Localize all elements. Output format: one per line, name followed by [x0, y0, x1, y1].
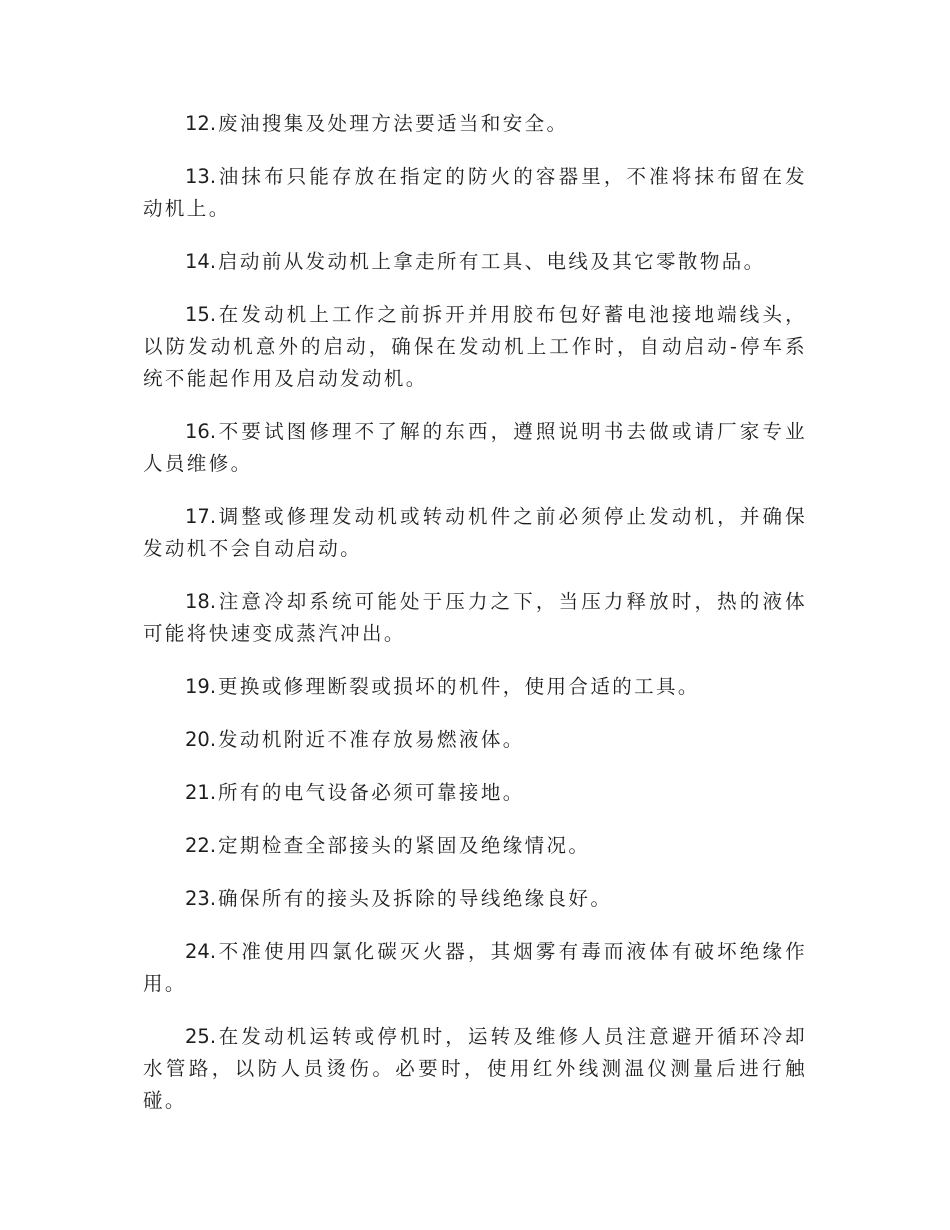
- rule-number: 13.: [185, 165, 217, 188]
- rule-number: 17.: [185, 505, 217, 528]
- rule-text: 发动机附近不准存放易燃液体。: [218, 728, 525, 751]
- rule-number: 12.: [185, 112, 217, 135]
- rule-item-17: [143, 501, 807, 565]
- rule-item-21: [143, 777, 807, 809]
- rule-text: 注意冷却系统可能处于压力之下，当压力释放时，热的液体可能将快速变成蒸汽冲出。: [143, 590, 807, 645]
- rule-item-25: [143, 1021, 807, 1117]
- rule-number: 19.: [185, 675, 217, 698]
- rule-text: 更换或修理断裂或损坏的机件，使用合适的工具。: [218, 675, 700, 698]
- rule-text: 所有的电气设备必须可靠接地。: [218, 781, 525, 804]
- safety-rules-list: [143, 108, 807, 1138]
- rule-text: 定期检查全部接头的紧固及绝缘情况。: [218, 834, 591, 857]
- rule-number: 23.: [185, 887, 217, 910]
- rule-number: 15.: [185, 303, 217, 326]
- rule-number: 18.: [185, 590, 217, 613]
- rule-item-24: [143, 936, 807, 1000]
- rule-text: 废油搜集及处理方法要适当和安全。: [218, 112, 569, 135]
- rule-text: 不要试图修理不了解的东西，遵照说明书去做或请厂家专业人员维修。: [143, 420, 807, 475]
- rule-text: 在发动机上工作之前拆开并用胶布包好蓄电池接地端线头，以防发动机意外的启动，确保在发动机上工作时，自动启动-停车系统不能起作用及启动发动机。: [143, 303, 807, 390]
- rule-number: 20.: [185, 728, 217, 751]
- rule-item-15: [143, 299, 807, 395]
- rule-text: 不准使用四氯化碳灭火器，其烟雾有毒而液体有破坏绝缘作用。: [143, 940, 807, 995]
- rule-item-14: [143, 246, 807, 278]
- rule-text: 确保所有的接头及拆除的导线绝缘良好。: [218, 887, 613, 910]
- rule-number: 25.: [185, 1025, 217, 1048]
- rule-number: 24.: [185, 940, 217, 963]
- rule-item-23: [143, 883, 807, 915]
- rule-item-19: [143, 671, 807, 703]
- rule-number: 21.: [185, 781, 217, 804]
- rule-text: 在发动机运转或停机时，运转及维修人员注意避开循环冷却水管路，以防人员烫伤。必要时，使用红外线测温仪测量后进行触碰。: [143, 1025, 807, 1112]
- rule-number: 14.: [185, 250, 217, 273]
- rule-item-12: [143, 108, 807, 140]
- rule-text: 启动前从发动机上拿走所有工具、电线及其它零散物品。: [218, 250, 766, 273]
- rule-number: 16.: [185, 420, 217, 443]
- rule-item-20: [143, 724, 807, 756]
- rule-item-13: [143, 161, 807, 225]
- rule-item-18: [143, 586, 807, 650]
- rule-text: 调整或修理发动机或转动机件之前必须停止发动机，并确保发动机不会自动启动。: [143, 505, 807, 560]
- rule-item-16: [143, 416, 807, 480]
- rule-item-22: [143, 830, 807, 862]
- rule-text: 油抹布只能存放在指定的防火的容器里，不准将抹布留在发动机上。: [143, 165, 807, 220]
- rule-number: 22.: [185, 834, 217, 857]
